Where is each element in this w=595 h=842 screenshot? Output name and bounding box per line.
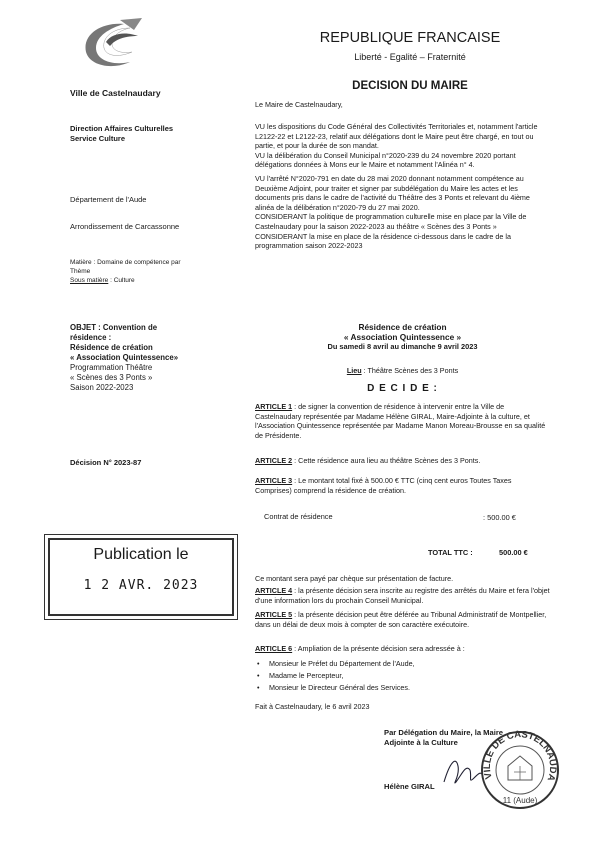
matiere-block — [70, 258, 250, 285]
article-4-label: ARTICLE 4 — [255, 586, 293, 595]
logo-caption: Ville de Castelnaudary — [70, 88, 161, 98]
article-4 — [255, 586, 550, 605]
legal-basis — [255, 122, 550, 251]
total-label: TOTAL TTC : — [428, 548, 473, 557]
article-5-label: ARTICLE 5 — [255, 610, 293, 619]
article-4-text: : la présente décision sera inscrite au registre des arrêtés du Maire et fera l'objet d'une information lors du prochain Conseil Municipal. — [255, 586, 550, 605]
stamp-title: Publication le — [93, 546, 189, 563]
svg-text:VILLE DE CASTELNAUDARY: VILLE DE CASTELNAUDA — [481, 729, 559, 783]
article-6-label: ARTICLE 6 — [255, 644, 293, 653]
article-6 — [255, 644, 550, 654]
article-5 — [255, 610, 550, 629]
objet-line-2: résidence : — [70, 333, 112, 342]
matiere-line-1: Matière : Domaine de compétence par — [70, 259, 181, 266]
decision-title: DECISION DU MAIRE — [352, 80, 468, 92]
vu-paragraph-3: VU l'arrêté N°2020-791 en date du 28 mai 2020 donnant notamment compétence au Deuxième Adjoint, pour traiter et signer par subdélégation du Maire les actes et les documents pris dans le cadre de l'activité du Théâtre des 3 Ponts et relevant du 4ième alinéa de la délibération n°2020-79 du 27 mai 2020. — [255, 173, 530, 212]
lieu-label: Lieu — [346, 366, 362, 375]
article-3-label: ARTICLE 3 — [255, 476, 293, 485]
decide-heading: D E C I D E : — [367, 383, 438, 394]
article-2-text: : Cette résidence aura lieu au théâtre Scènes des 3 Ponts. — [292, 456, 481, 465]
municipal-seal — [478, 728, 562, 812]
sign-line-2: Adjointe à la Culture — [384, 738, 458, 747]
residence-heading — [255, 322, 550, 352]
direction-name: Direction Affaires Culturelles — [70, 124, 174, 133]
sous-matiere-line — [70, 276, 250, 285]
objet-line-1: OBJET : Convention de — [70, 323, 158, 332]
recipient-item: • Monsieur le Directeur Général des Services. — [255, 682, 550, 694]
objet-line-4: « Association Quintessence» — [70, 353, 179, 362]
article-2-label: ARTICLE 2 — [255, 456, 293, 465]
article-1-text: : de signer la convention de résidence à intervenir entre la Ville de Castelnaudary représentée par Madame Hélène GIRAL, Maire-Adjointe à la culture, et l'Association Quintessence représentée par Madame Manon Moreau-Brousse en sa qualité de Présidente. — [255, 402, 546, 440]
payment-line: Ce montant sera payé par chèque sur présentation de facture. — [255, 574, 454, 583]
sous-matiere-label: Sous matière — [70, 277, 109, 284]
publication-stamp — [48, 538, 234, 616]
lieu-value: : Théâtre Scènes des 3 Ponts — [361, 366, 459, 375]
svg-text:11 (Aude): 11 (Aude) — [502, 796, 538, 805]
signatory-name: Hélène GIRAL — [384, 782, 435, 791]
sign-line-1: Par Délégation du Maire, la Maire — [384, 728, 504, 737]
stamp-date: 1 2 AVR. 2023 — [83, 578, 199, 593]
considerant-paragraph-1: CONSIDERANT la politique de programmation culturelle mise en place par la Ville de Castelnaudary pour la saison 2022-2023 au théâtre « Scènes des 3 Ponts » — [255, 212, 527, 231]
residence-title: Résidence de création — [358, 322, 447, 332]
arrondissement-label: Arrondissement de Carcassonne — [70, 222, 180, 231]
contrat-value: : 500.00 € — [483, 513, 516, 522]
objet-line-5: Programmation Théâtre — [70, 363, 153, 372]
article-3 — [255, 476, 550, 495]
recipients-list — [255, 658, 550, 694]
article-6-text: : Ampliation de la présente décision sera adressée à : — [292, 644, 465, 653]
vu-paragraph-2: VU la délibération du Conseil Municipal n°2020-239 du 24 novembre 2020 portant délégations données à Mons eur le Maire et notamment l'Alinéa n° 4. — [255, 150, 516, 170]
article-5-text: : la présente décision peut être déférée au Tribunal Administratif de Montpellier, dans un délai de deux mois à compter de son caractère exécutoire. — [255, 610, 547, 629]
intro-line: Le Maire de Castelnaudary, — [255, 100, 343, 109]
objet-line-6: « Scènes des 3 Ponts » — [70, 373, 153, 382]
contrat-label: Contrat de résidence — [264, 512, 333, 521]
direction-label — [70, 124, 250, 144]
service-name: Service Culture — [70, 134, 126, 143]
article-1-label: ARTICLE 1 — [255, 402, 293, 411]
recipient-item: • Madame le Percepteur, — [255, 670, 550, 682]
article-3-text: : Le montant total fixé à 500.00 € TTC (cinq cent euros Toutes Taxes Comprises) comprend la résidence de création. — [255, 476, 512, 495]
objet-block — [70, 323, 250, 393]
city-logo — [72, 16, 162, 86]
sous-matiere-value: : Culture — [108, 277, 135, 284]
residence-association: « Association Quintessence » — [343, 332, 462, 342]
recipient-item: • Monsieur le Préfet du Département de l'Aude, — [255, 658, 550, 670]
objet-line-3: Résidence de création — [70, 343, 153, 352]
departement-label: Département de l'Aude — [70, 195, 147, 204]
objet-line-7: Saison 2022-2023 — [70, 383, 134, 392]
article-1 — [255, 402, 550, 440]
fait-line: Fait à Castelnaudary, le 6 avril 2023 — [255, 702, 370, 711]
decision-number: Décision N° 2023-87 — [70, 458, 142, 467]
considerant-paragraph-2: CONSIDERANT la mise en place de la résidence ci-dessous dans le cadre de la programmation saison 2022-2023 — [255, 231, 511, 251]
residence-venue — [255, 366, 550, 376]
republic-title: REPUBLIQUE FRANCAISE — [319, 30, 501, 46]
republic-motto: Liberté - Egalité – Fraternité — [354, 52, 466, 62]
total-value: 500.00 € — [499, 548, 528, 557]
article-2 — [255, 456, 550, 466]
vu-paragraph-1: VU les dispositions du Code Général des Collectivités Territoriales et, notamment l'article L2122-22 et L2122-23, relatif aux délégations dont le Maire peut être chargé, en tout ou partie, et pour la durée de son mandat. — [255, 122, 538, 151]
matiere-line-2: Thème — [70, 268, 91, 275]
residence-dates: Du samedi 8 avril au dimanche 9 avril 2023 — [327, 342, 478, 351]
